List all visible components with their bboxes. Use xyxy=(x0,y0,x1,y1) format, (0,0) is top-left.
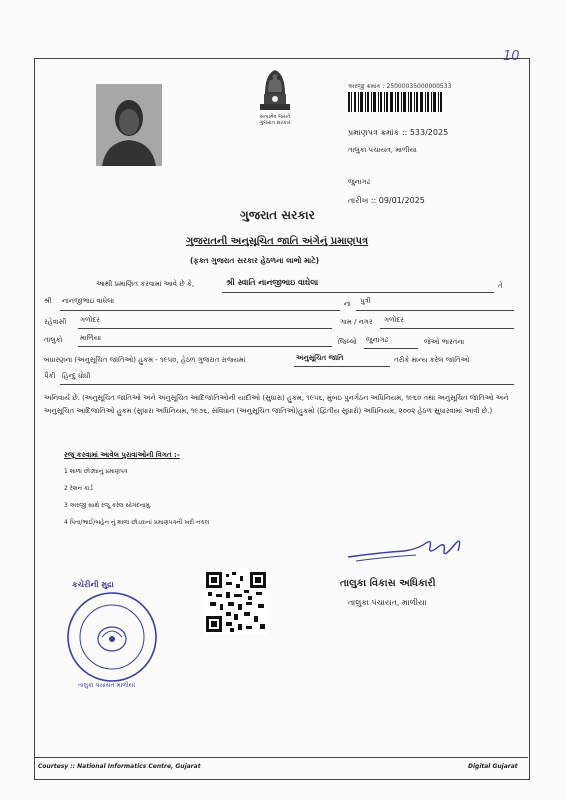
na-text: ના xyxy=(344,300,351,308)
qr-code-icon xyxy=(204,570,268,634)
handwritten-page-number: 10 xyxy=(503,49,520,64)
constitution-text: બંધારણના (અનુસૂચિત જાતિઓ) હુકમ - ૧૯૫૦, હેઠળ ગુજરાત રાજ્યમાં xyxy=(44,356,246,364)
emblem-caption xyxy=(245,114,305,126)
seal-top-text: કચેરીની મુદ્રા xyxy=(72,580,114,589)
taluka-label: તાલુકો xyxy=(44,336,63,344)
caste-prefix: પૈકી xyxy=(44,372,56,380)
legal-paragraph: અનિવાર્ય છે. (અનુસૂચિત જાતિઓ અને અનુસૂચિત આદિજાતિઓની યાદીઓ (સુધારા) હુકમ, ૧૯૫૬, મુંબઇ પુનર્ગઠન અધિનિયમ, ૧૯૬૦ તથા અનુસૂચિત જાતિઓ અને અનુસૂચિત આદિજાતિઓ હુકમ (સુધારા અધિનિયમ, ૧૯૭૬, સંવિધાન (અનુસૂચિત જાતિઓ)હુકમો (દ્વિતીય સુધારો) અધિનિયમ, ૨૦૦૨ હેઠળ સુધારવામાં આવી છે.) xyxy=(44,394,509,415)
district-label: જિલ્લો xyxy=(338,338,357,346)
documents-heading: રજૂ કરવામાં આવેલ પુરાવાઓની વિગત :- xyxy=(64,451,180,459)
document-item: 3 અરજી સાથે રજૂ કરેલ સોગંદનામુ. xyxy=(64,502,152,509)
footer-brand: Digital Gujarat xyxy=(468,763,518,770)
issue-date xyxy=(348,196,425,206)
emblem-govt: ગુજરાત સરકાર xyxy=(259,120,291,126)
district-value: જુનાગઢ xyxy=(366,336,389,344)
emblem-motto: સત્યમેવ જયતે xyxy=(259,114,291,120)
office-seal-icon xyxy=(62,587,162,687)
application-number xyxy=(348,83,451,91)
certificate-number-value: 533/2025 xyxy=(409,128,449,137)
government-heading: ગુજરાત સરકાર xyxy=(240,208,315,222)
applicant-photo xyxy=(96,84,162,166)
resident-label: રહેવાસી xyxy=(44,318,67,326)
category-value: અનુસૂચિત જાતિ xyxy=(296,354,344,362)
shri-label: શ્રી xyxy=(44,297,52,305)
document-item: 2 રેશન કાર્ડ xyxy=(64,485,93,492)
relation-value: પુત્રી xyxy=(360,297,371,305)
issuing-district: જુનાગઢ xyxy=(348,178,371,186)
village-value: ગળોદર xyxy=(384,316,404,324)
document-item: 4 પિતા/ભાઈ/બહેન નું શાળા છોડવાનાં પ્રમાણપત્રની ખરી નકલ xyxy=(64,519,210,526)
certificate-number-label: પ્રમાણપત્ર ક્રમાંક :: xyxy=(348,128,408,137)
signature-text xyxy=(352,544,354,545)
recognized-text: તરીકે માન્ય કરેલ જાતિઓ xyxy=(394,356,470,364)
seal-ring-text: તાલુકા પંચાયત માળીયા xyxy=(78,682,136,689)
village-label: ગામ / નગર xyxy=(340,318,373,326)
applicant-name: શ્રી સ્વાતિ નાનજીભાઇ વાઘેલા xyxy=(226,278,319,287)
certificate-title: ગુજરાતની અનુસૂચિત જાતિ અંગેનું પ્રમાણપત્ર xyxy=(186,236,369,247)
taluka-value: માળિયા xyxy=(80,334,102,342)
state-text: જેઓ ભારતના xyxy=(424,338,465,346)
application-number-label: અરજી ક્રમાંક : xyxy=(348,83,385,90)
caste-value: હિન્દુ ધોધી xyxy=(62,372,91,380)
application-number-value: 25000035000000533 xyxy=(386,83,452,90)
father-name: નાનજીભાઇ વાઘેલા xyxy=(62,297,115,305)
document-item: 1 શાળા છોડ્યાનું પ્રમાણપત્ર xyxy=(64,468,128,475)
signature-icon xyxy=(346,537,466,565)
state-emblem-icon xyxy=(252,64,298,112)
issue-date-value: 09/01/2025 xyxy=(378,196,425,205)
footer-courtesy: Courtesy :: National Informatics Centre, Gujarat xyxy=(38,763,201,770)
certify-text: આથી પ્રમાણિત કરવામાં આવે છે કે, xyxy=(96,280,195,288)
certificate-subtitle: (ફક્ત ગુજરાત સરકાર હેઠળના લાભો માટે) xyxy=(190,256,320,265)
issue-date-label: તારીખ :: xyxy=(348,196,377,205)
barcode-icon xyxy=(348,92,443,112)
signatory-office: તાલુકા પંચાયત, માળીયા xyxy=(348,598,427,607)
resident-value: ગળોદર xyxy=(80,316,100,324)
issuing-office: તાલુકા પંચાયત, માળીયા xyxy=(348,146,417,154)
te-text: તે xyxy=(498,282,503,290)
certificate-number xyxy=(348,128,448,138)
signatory-title: તાલુકા વિકાસ અધિકારી xyxy=(340,578,436,589)
